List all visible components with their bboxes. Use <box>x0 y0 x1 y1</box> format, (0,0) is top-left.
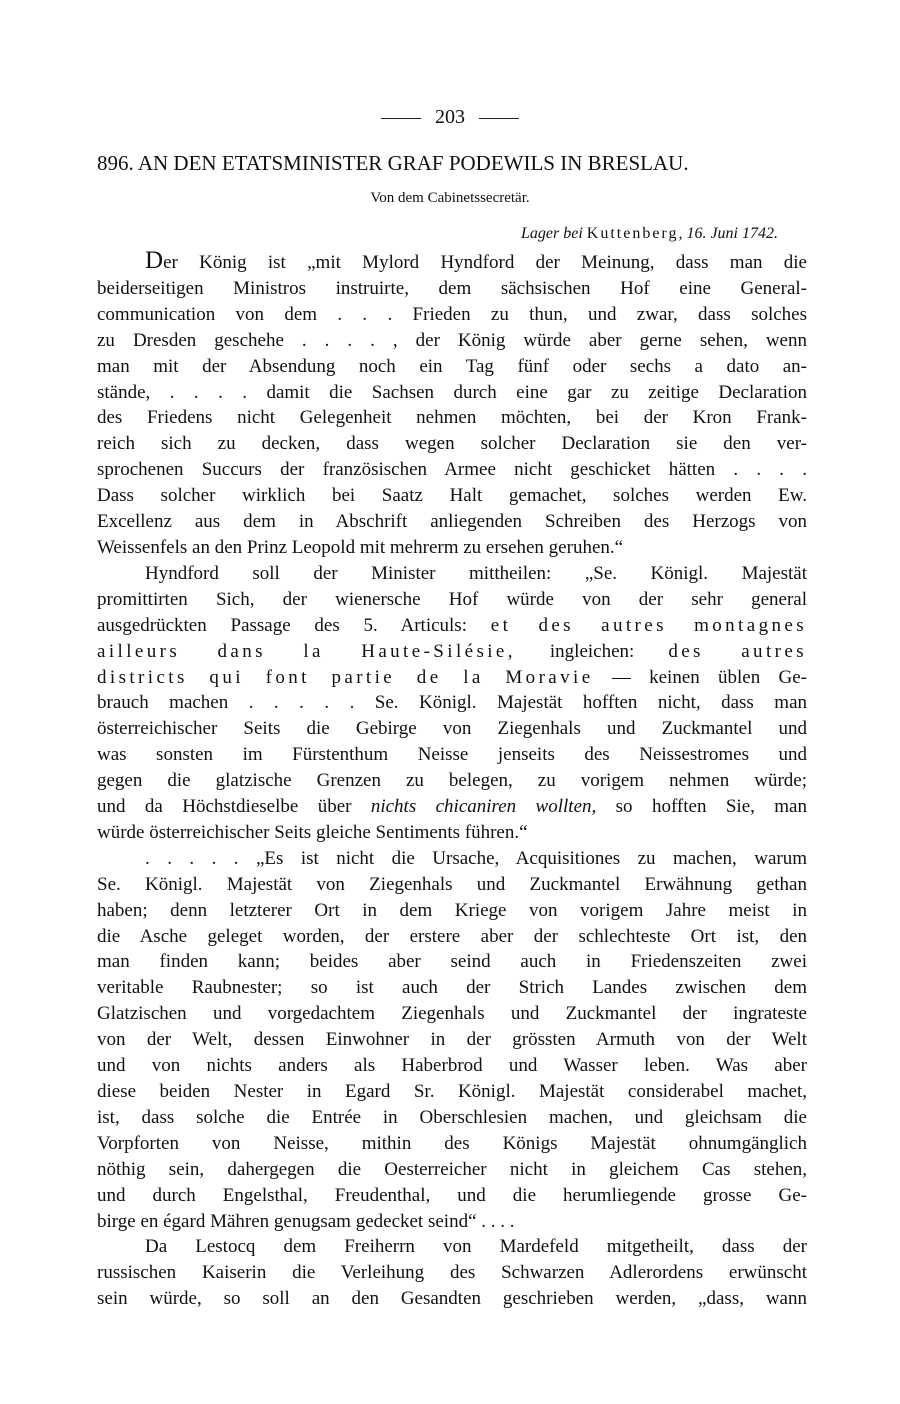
text-line: promittirten Sich, der wienersche Hof würde von der sehr general <box>97 588 807 610</box>
text-line: man finden kann; beides aber seind auch in Friedenszeiten zwei <box>97 951 807 973</box>
text-line: Se. Königl. Majestät von Ziegenhals und Zuckmantel Erwähnung gethan <box>97 873 807 895</box>
text-line: birge en égard Mähren genugsam gedecket seind“ . . . . <box>97 1210 515 1232</box>
page-number: 203 <box>435 106 465 128</box>
dateline-pre: Lager bei <box>520 225 587 242</box>
text-line: würde österreichischer Seits gleiche Sentiments führen.“ <box>97 821 528 843</box>
text-line <box>97 613 807 639</box>
french-quote: districts qui font partie de la Moravie <box>97 666 594 688</box>
text-segment: ingleichen: <box>515 640 669 662</box>
text-line: russischen Kaiserin die Verleihung des Schwarzen Adlerordens erwünscht <box>97 1262 807 1284</box>
text-line: Vorpforten von Neisse, mithin des Königs Majestät ohnumgänglich <box>97 1132 807 1154</box>
text-segment: — keinen üblen Ge- <box>593 666 807 688</box>
text-line: zu Dresden geschehe . . . . , der König würde aber gerne sehen, wenn <box>97 329 807 351</box>
french-quote: des autres <box>668 640 807 662</box>
text-line <box>97 794 807 820</box>
left-dash <box>381 118 421 119</box>
paragraph-1 <box>97 248 807 561</box>
text-line: die Asche geleget worden, der erstere aber der schlechteste Ort ist, den <box>97 925 807 947</box>
text-line-content: er König ist „mit Mylord Hyndford der Meinung, dass man die <box>163 252 807 273</box>
paragraph-2 <box>97 561 807 846</box>
text-line: stände, . . . . damit die Sachsen durch eine gar zu zeitige Declaration <box>97 381 807 403</box>
text-segment: und da Höchstdieselbe über <box>97 796 371 818</box>
text-line: ist, dass solche die Entrée in Oberschlesien machen, und gleichsam die <box>97 1106 807 1128</box>
text-line: Excellenz aus dem in Abschrift anliegenden Schreiben des Herzogs von <box>97 511 807 533</box>
text-line: was sonsten im Fürstenthum Neisse jenseits des Neissestromes und <box>97 744 807 766</box>
french-quote: et des autres montagnes <box>490 614 807 636</box>
text-line: man mit der Absendung noch ein Tag fünf oder sechs a dato an- <box>97 355 807 377</box>
text-line: und von nichts anders als Haberbrod und Wasser leben. Was aber <box>97 1055 807 1077</box>
dateline-post: , 16. Juni 1742. <box>678 225 778 242</box>
text-line: veritable Raubnester; so ist auch der Strich Landes zwischen dem <box>97 977 807 999</box>
text-segment: ausgedrückten Passage des 5. Articuls: <box>97 614 491 636</box>
text-segment: so hofften Sie, man <box>596 796 807 818</box>
text-line: beiderseitigen Ministros instruirte, dem sächsischen Hof eine General- <box>97 277 807 299</box>
paragraph-3 <box>97 846 807 1235</box>
page-number-line <box>0 104 900 130</box>
text-line <box>97 665 807 691</box>
text-line <box>97 639 807 665</box>
text-line: und durch Engelsthal, Freudenthal, und die herumliegende grosse Ge- <box>97 1184 807 1206</box>
text-line: sprochenen Succurs der französischen Armee nicht geschicket hätten . . . . <box>97 459 807 481</box>
dateline-place: Kuttenberg <box>586 225 679 242</box>
text-line: von der Welt, dessen Einwohner in der grössten Armuth von der Welt <box>97 1029 807 1051</box>
letter-body <box>97 248 807 1312</box>
text-line: Hyndford soll der Minister mittheilen: „Se. Königl. Majestät <box>145 562 807 584</box>
text-line: brauch machen . . . . . Se. Königl. Majestät hofften nicht, dass man <box>97 692 807 714</box>
text-line: Glatzischen und vorgedachtem Ziegenhals und Zuckmantel der ingrateste <box>97 1003 807 1025</box>
text-line: diese beiden Nester in Egard Sr. Königl. Majestät considerabel machet, <box>97 1081 807 1102</box>
text-line: reich sich zu decken, dass wegen solcher Declaration sie den ver- <box>97 433 807 455</box>
text-line: des Friedens nicht Gelegenheit nehmen möchten, bei der Kron Frank- <box>97 407 807 429</box>
text-line: Weissenfels an den Prinz Leopold mit mehrerm zu ersehen geruhen.“ <box>97 536 624 558</box>
text-line: haben; denn letzterer Ort in dem Kriege von vorigem Jahre meist in <box>97 899 807 921</box>
letter-subheading: Von dem Cabinetssecretär. <box>370 190 530 206</box>
text-line: österreichischer Seits die Gebirge von Ziegenhals und Zuckmantel und <box>97 718 807 740</box>
text-line: . . . . . „Es ist nicht die Ursache, Acquisitiones zu machen, warum <box>145 847 807 869</box>
paragraph-4 <box>97 1234 807 1312</box>
text-line: Da Lestocq dem Freiherrn von Mardefeld mitgetheilt, dass der <box>145 1236 807 1258</box>
drop-cap: D <box>145 247 164 274</box>
text-line <box>97 248 807 276</box>
italic-phrase: nichts chicaniren wollten, <box>370 796 597 818</box>
text-line: gegen die glatzische Grenzen zu belegen, zu vorigem nehmen würde; <box>97 770 807 792</box>
dateline <box>0 223 778 245</box>
text-line: sein würde, so soll an den Gesandten geschrieben werden, „dass, wann <box>97 1288 807 1310</box>
right-dash <box>479 118 519 119</box>
letter-heading: 896. AN DEN ETATSMINISTER GRAF PODEWILS IN BRESLAU. <box>97 151 689 175</box>
text-line: communication von dem . . . Frieden zu thun, und zwar, dass solches <box>97 303 807 325</box>
french-quote: ailleurs dans la Haute-Silésie, <box>97 640 516 662</box>
text-line: nöthig sein, dahergegen die Oesterreicher nicht in gleichem Cas stehen, <box>97 1158 807 1180</box>
text-line: Dass solcher wirklich bei Saatz Halt gemachet, solches werden Ew. <box>97 485 807 507</box>
